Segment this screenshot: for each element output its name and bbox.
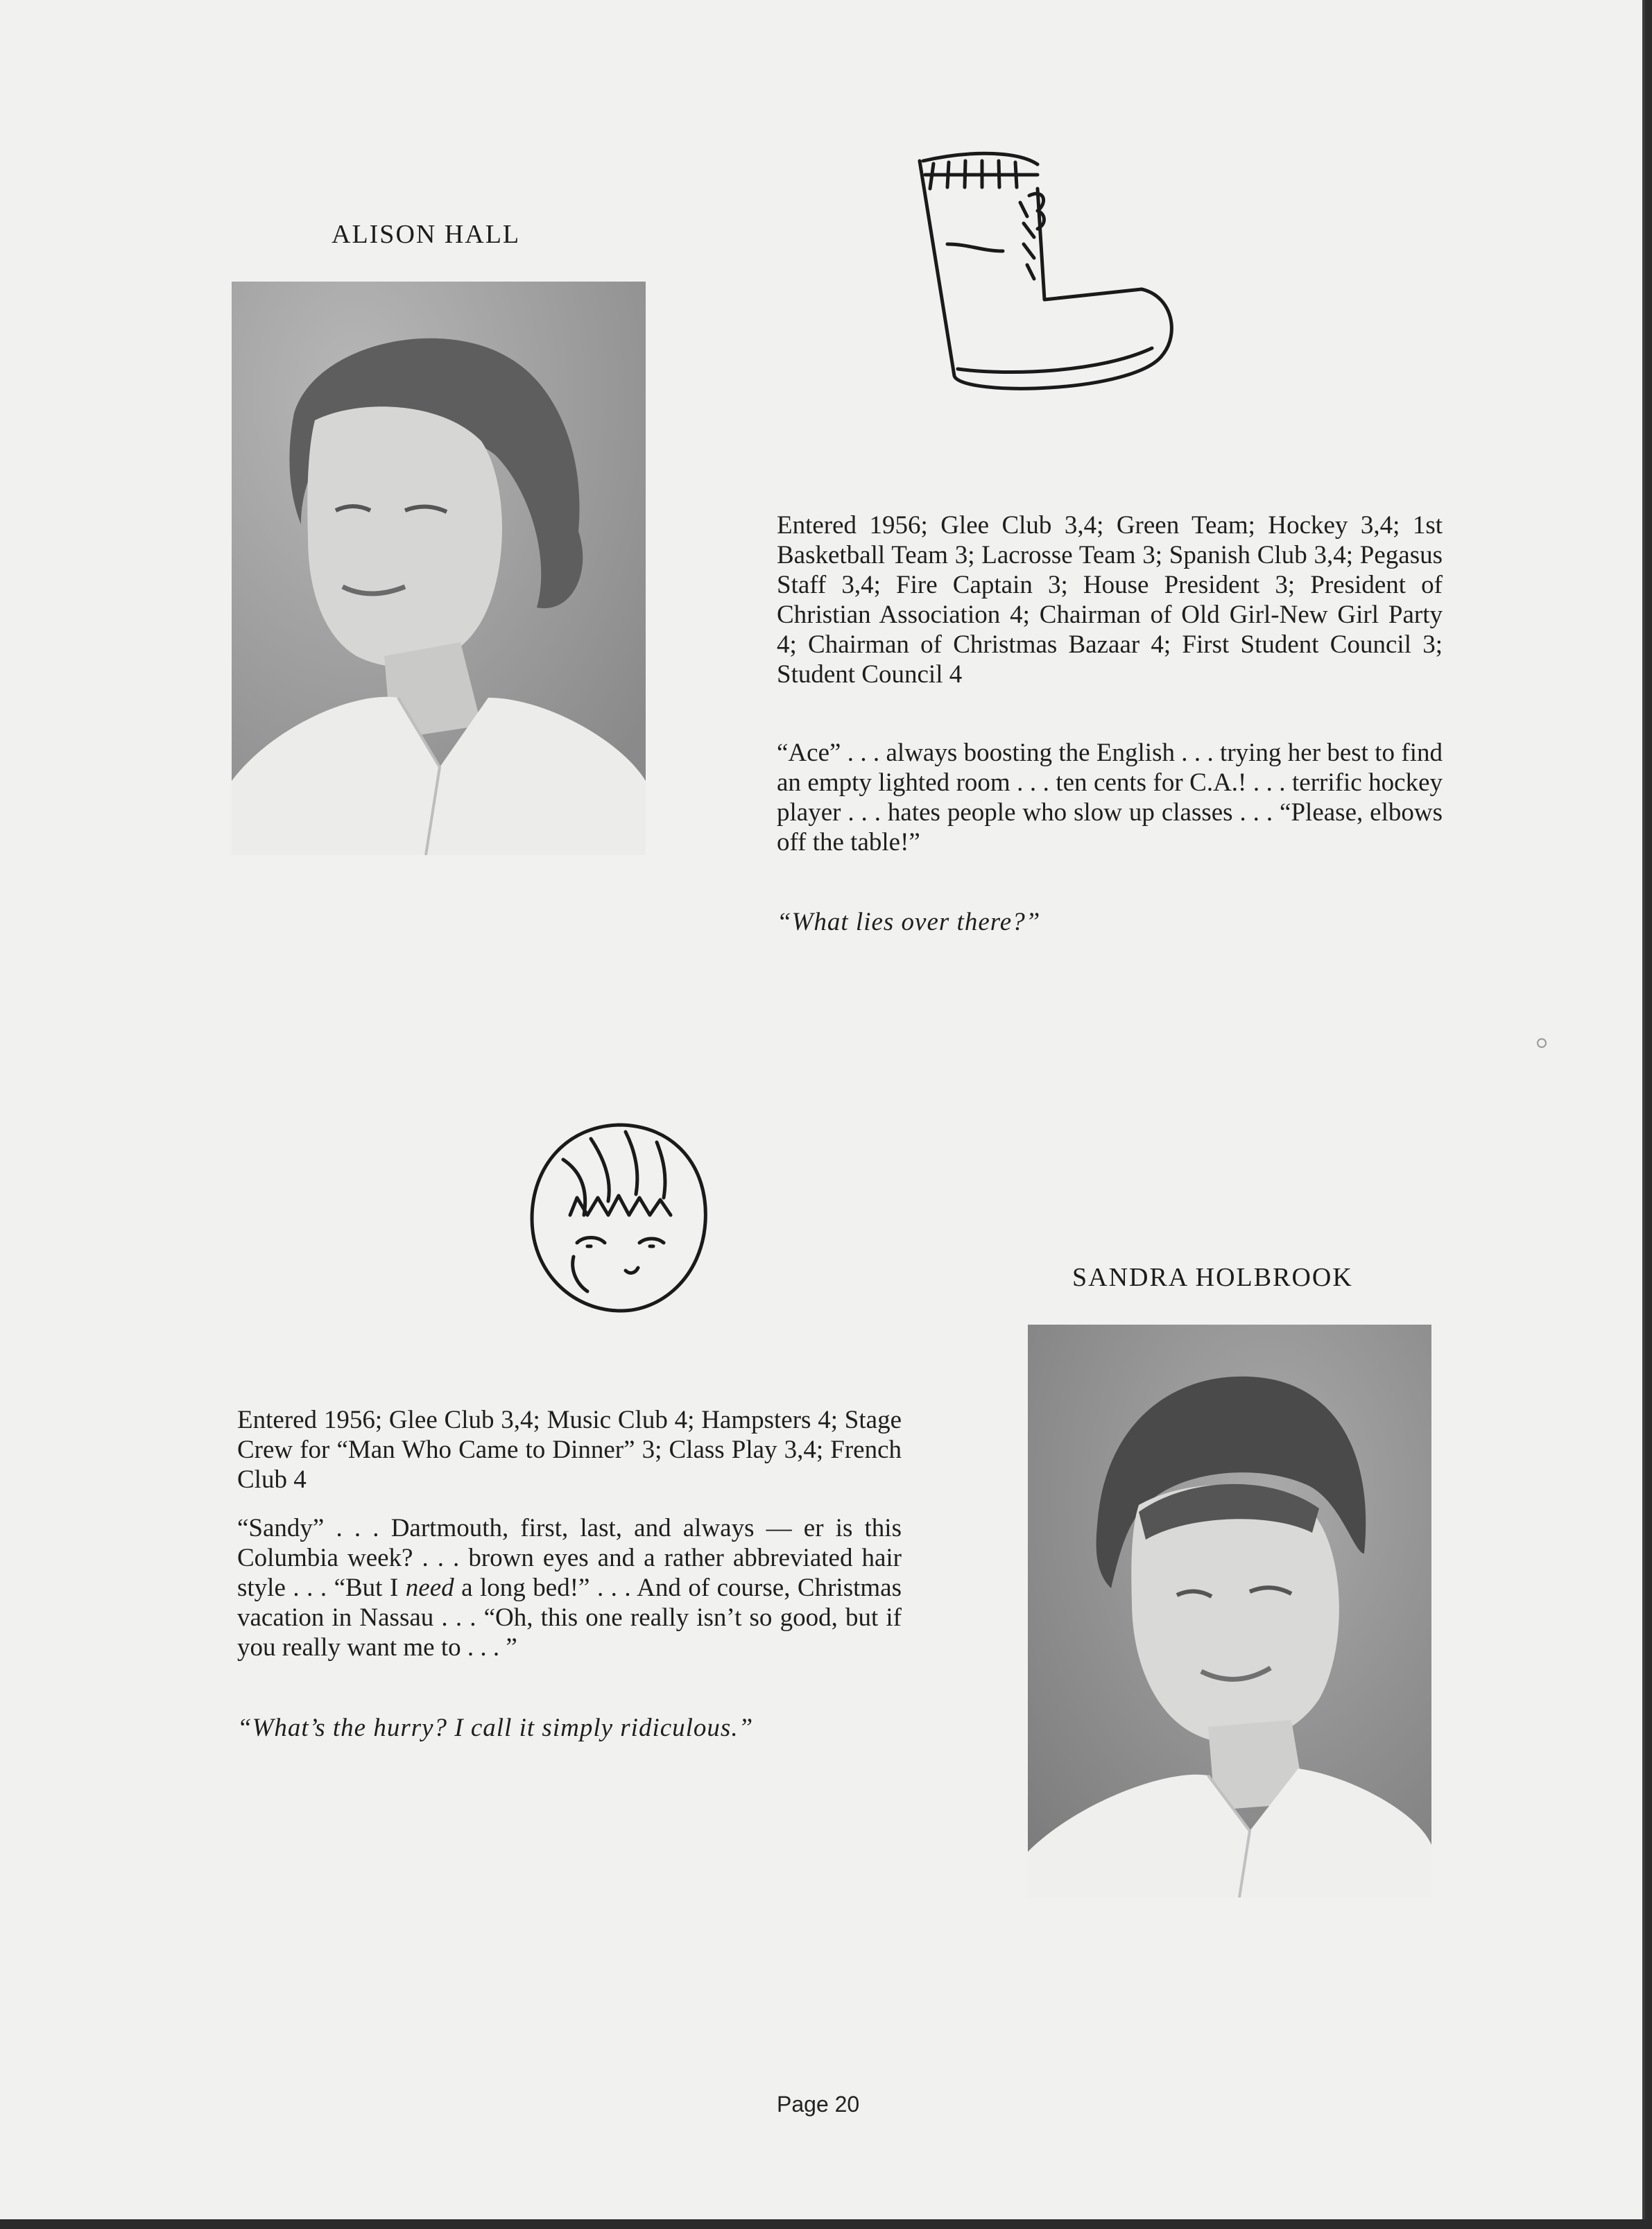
face-doodle-icon	[522, 1118, 716, 1319]
student-portrait-photo	[1028, 1325, 1431, 1897]
student-quote: “What lies over there?”	[777, 908, 1041, 936]
page-number: Page 20	[777, 2092, 860, 2117]
student-portrait-photo	[232, 282, 646, 855]
description-emphasis: need	[405, 1574, 454, 1602]
student-activities: Entered 1956; Glee Club 3,4; Green Team; Hockey 3,4; 1st Basketball Team 3; Lacrosse Team 3; Spanish Club 3,4; Pegasus Staff 3,4; Fire Captain 3; House President 3; President of Christian Association 4; Chairman of Old Girl-New Girl Party 4; Chairman of Christmas Bazaar 4; First Student Council 3; Student Council 4	[777, 511, 1443, 689]
student-description	[237, 1513, 902, 1662]
scan-edge	[0, 2219, 1652, 2229]
student-quote: “What’s the hurry? I call it simply ridiculous.”	[237, 1714, 754, 1742]
page-speck	[1537, 1038, 1547, 1048]
boot-doodle-icon	[906, 147, 1178, 404]
description-text: a long bed!” . . . And of course, Christmas vacation in Nassau . . . “Oh, this one really isn’t so good, but if you really want me to . . . ”	[237, 1574, 902, 1662]
description-text: “Sandy” . . . Dartmouth, first, last, and always — er is this Columbia week? . . . brown eyes and a rather abbreviated hair style . . . “But I	[237, 1514, 902, 1602]
student-name: ALISON HALL	[332, 220, 521, 249]
student-name: SANDRA HOLBROOK	[1072, 1263, 1353, 1292]
student-activities: Entered 1956; Glee Club 3,4; Music Club 4; Hampsters 4; Stage Crew for “Man Who Came to Dinner” 3; Class Play 3,4; French Club 4	[237, 1406, 902, 1494]
student-description: “Ace” . . . always boosting the English . . . trying her best to find an empty lighted room . . . ten cents for C.A.! . . . terrific hockey player . . . hates people who slow up classes . . . “Please, elbows off the table!”	[777, 739, 1443, 857]
